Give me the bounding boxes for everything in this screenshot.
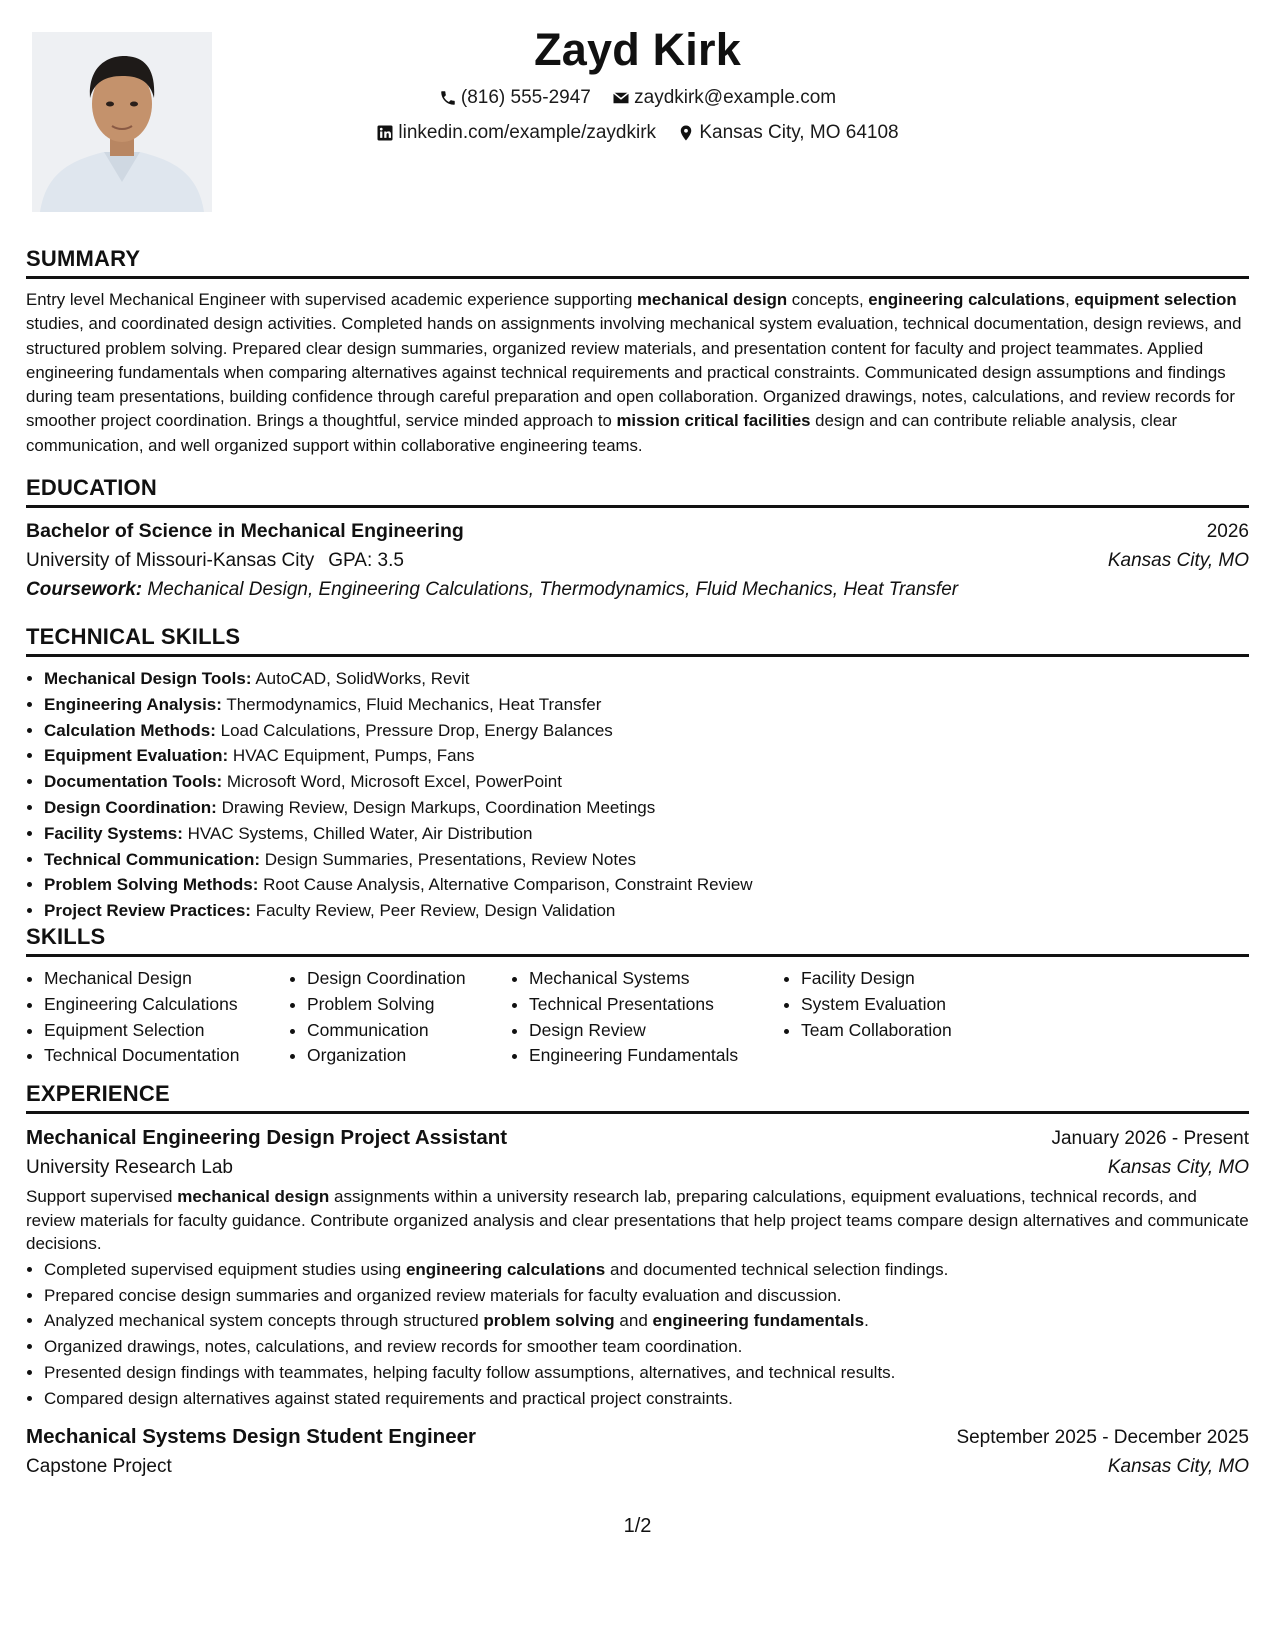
list-item: • Mechanical Design <box>44 966 289 992</box>
list-item: • Engineering Calculations <box>44 992 289 1018</box>
section-title-summary: SUMMARY <box>26 246 1249 279</box>
summary-keyword: mechanical design <box>636 290 788 309</box>
list-item: • Technical Presentations <box>529 992 783 1018</box>
skill-values: Microsoft Word, Microsoft Excel, PowerPoint <box>226 772 562 792</box>
list-item <box>44 821 1249 847</box>
skill-category: Equipment Evaluation: <box>44 746 229 766</box>
job-dates: January 2026 - Present <box>1051 1128 1249 1150</box>
experience-entry <box>26 1123 1249 1411</box>
candidate-name: Zayd Kirk <box>534 24 741 75</box>
skill-values: Thermodynamics, Fluid Mechanics, Heat Transfer <box>226 694 602 714</box>
job-bullets <box>26 1257 1249 1412</box>
resume-header <box>250 22 1025 149</box>
bullet-keyword: engineering calculations <box>405 1259 606 1279</box>
skill-category: Calculation Methods: <box>44 720 216 740</box>
list-item: • Design Review <box>529 1018 783 1044</box>
skill-values: Design Summaries, Presentations, Review Notes <box>264 849 637 869</box>
email-address: zaydkirk@example.com <box>634 87 837 108</box>
profile-photo <box>32 32 212 212</box>
summary-text-part: concepts, <box>787 290 869 309</box>
list-item: • Engineering Fundamentals <box>529 1043 783 1069</box>
skill-values: Drawing Review, Design Markups, Coordination Meetings <box>221 798 656 818</box>
skill-category: Design Coordination: <box>44 798 217 818</box>
contact-location <box>677 121 898 145</box>
skill-category: Technical Communication: <box>44 849 260 869</box>
list-item <box>44 1257 1249 1283</box>
list-item <box>44 718 1249 744</box>
technical-skills-list <box>26 666 1249 924</box>
contact-linkedin[interactable] <box>376 121 656 145</box>
bullet-keyword: engineering fundamentals <box>652 1311 865 1331</box>
resume-body <box>26 246 1249 1481</box>
list-item: • Problem Solving <box>307 992 511 1018</box>
bullet-text: Prepared concise design summaries and organized review materials for faculty evaluation and discussion. <box>44 1285 842 1305</box>
bullet-text: Compared design alternatives against stated requirements and practical project constraints. <box>44 1388 733 1408</box>
linkedin-icon <box>376 124 394 142</box>
coursework <box>26 575 1249 604</box>
summary-text-part: Entry level Mechanical Engineer with supervised academic experience supporting <box>26 290 637 309</box>
profile-photo-illustration <box>32 32 212 212</box>
school-location: Kansas City, MO <box>1107 550 1249 572</box>
phone-number: (816) 555-2947 <box>460 87 591 108</box>
job-title: Mechanical Engineering Design Project Assistant <box>26 1126 508 1150</box>
list-item <box>44 743 1249 769</box>
linkedin-url: linkedin.com/example/zaydkirk <box>398 122 657 143</box>
list-item: • Team Collaboration <box>801 1018 1001 1044</box>
summary-text-part: studies, and coordinated design activities. Completed hands on assignments involving mechanical system evaluation, technical documentation, design reviews, and structured problem solving. Prepared clear design summaries, organized review materials, and presentation content for faculty and project teammates. Applied engineering fundamentals when comparing alternatives against technical requirements and practical constraints. Communicated design assumptions and findings during team presentations, building confidence through careful preparation and open collaboration. Organized drawings, notes, calculations, and review records for smoother project coordination. Brings a thoughtful, service minded approach to <box>26 314 1242 431</box>
list-item: • Organization <box>307 1043 511 1069</box>
skill-values: HVAC Equipment, Pumps, Fans <box>232 746 475 766</box>
list-item <box>44 795 1249 821</box>
job-organization: University Research Lab <box>26 1157 233 1179</box>
section-title-technical-skills: TECHNICAL SKILLS <box>26 624 1249 657</box>
summary-keyword: equipment selection <box>1074 290 1237 309</box>
list-item <box>44 1283 1249 1309</box>
bullet-text: Analyzed mechanical system concepts through structured <box>44 1311 484 1331</box>
bullet-keyword: problem solving <box>483 1311 615 1331</box>
coursework-list: Mechanical Design, Engineering Calculations, Thermodynamics, Fluid Mechanics, Heat Transfer <box>147 579 959 601</box>
list-item <box>44 769 1249 795</box>
page-number: 1/2 <box>623 1515 652 1537</box>
skill-values: Load Calculations, Pressure Drop, Energy Balances <box>220 720 613 740</box>
list-item <box>44 898 1249 924</box>
skill-category: Facility Systems: <box>44 823 183 843</box>
bullet-text: and <box>614 1311 653 1331</box>
list-item <box>44 847 1249 873</box>
list-item: • Communication <box>307 1018 511 1044</box>
summary-text <box>26 288 1249 458</box>
summary-text-part: , <box>1065 290 1075 309</box>
skills-column <box>289 966 511 1069</box>
contact-row-secondary <box>250 121 1025 149</box>
summary-keyword: mission critical facilities <box>616 411 811 431</box>
section-title-experience: EXPERIENCE <box>26 1081 1249 1114</box>
section-title-skills: SKILLS <box>26 924 1249 957</box>
location-text: Kansas City, MO 64108 <box>699 122 899 143</box>
section-title-education: EDUCATION <box>26 475 1249 508</box>
bullet-text: Presented design findings with teammates, helping faculty follow assumptions, alternatives, and technical results. <box>44 1362 896 1382</box>
degree-title: Bachelor of Science in Mechanical Engineering <box>26 520 464 543</box>
job-location: Kansas City, MO <box>1107 1157 1249 1179</box>
school-info <box>26 546 404 575</box>
skill-category: Engineering Analysis: <box>44 694 222 714</box>
skills-column <box>783 966 1001 1069</box>
envelope-icon <box>612 89 630 107</box>
summary-keyword: engineering calculations <box>868 290 1066 309</box>
coursework-label: Coursework: <box>26 579 143 601</box>
skill-category: Problem Solving Methods: <box>44 875 259 895</box>
job-title: Mechanical Systems Design Student Engineer <box>26 1424 476 1448</box>
skill-values: HVAC Systems, Chilled Water, Air Distribution <box>187 823 533 843</box>
list-item <box>44 1360 1249 1386</box>
skill-values: AutoCAD, SolidWorks, Revit <box>255 669 470 689</box>
list-item <box>44 666 1249 692</box>
job-organization: Capstone Project <box>26 1455 172 1477</box>
summary-text-part: design and can contribute reliable analysis, clear communication, and well organized support within collaborative engineering teams. <box>26 411 1178 455</box>
bullet-text: and documented technical selection findings. <box>605 1259 949 1279</box>
contact-email[interactable] <box>612 86 836 110</box>
job-location: Kansas City, MO <box>1107 1455 1249 1477</box>
school-name: University of Missouri-Kansas City <box>26 550 315 572</box>
list-item: • System Evaluation <box>801 992 1001 1018</box>
bullet-text: Completed supervised equipment studies using <box>44 1259 406 1279</box>
skill-category: Project Review Practices: <box>44 901 251 921</box>
list-item: • Technical Documentation <box>44 1043 289 1069</box>
list-item <box>44 1308 1249 1334</box>
education-entry <box>26 517 1249 604</box>
skills-column <box>26 966 289 1069</box>
job-dates: September 2025 - December 2025 <box>956 1426 1249 1448</box>
gpa: GPA: 3.5 <box>328 550 404 572</box>
list-item: • Design Coordination <box>307 966 511 992</box>
bullet-text: Organized drawings, notes, calculations, and review records for smoother team coordination. <box>44 1337 743 1357</box>
skill-category: Documentation Tools: <box>44 772 223 792</box>
phone-icon <box>439 89 457 107</box>
graduation-year: 2026 <box>1206 521 1249 543</box>
map-pin-icon <box>677 124 695 142</box>
experience-entry <box>26 1422 1249 1481</box>
skill-values: Faculty Review, Peer Review, Design Validation <box>255 901 616 921</box>
skills-grid <box>26 966 1249 1069</box>
list-item: • Mechanical Systems <box>529 966 783 992</box>
skill-values: Root Cause Analysis, Alternative Comparison, Constraint Review <box>263 875 753 895</box>
list-item <box>44 1386 1249 1412</box>
list-item <box>44 692 1249 718</box>
contact-row-primary <box>250 86 1025 114</box>
list-item <box>44 1334 1249 1360</box>
contact-phone[interactable] <box>439 86 591 110</box>
list-item: • Facility Design <box>801 966 1001 992</box>
job-description-part: assignments within a university research lab, preparing calculations, equipment evaluations, technical records, and review materials for faculty guidance. Contribute organized analysis and clear presentations that help project teams compare design alternatives and communicate decisions. <box>26 1187 1249 1254</box>
skill-category: Mechanical Design Tools: <box>44 669 252 689</box>
job-keyword: mechanical design <box>177 1187 330 1207</box>
job-description <box>26 1185 1249 1256</box>
list-item: • Equipment Selection <box>44 1018 289 1044</box>
job-description-part: Support supervised <box>26 1187 178 1207</box>
bullet-text: . <box>864 1311 869 1331</box>
skills-column <box>511 966 783 1069</box>
list-item <box>44 872 1249 898</box>
